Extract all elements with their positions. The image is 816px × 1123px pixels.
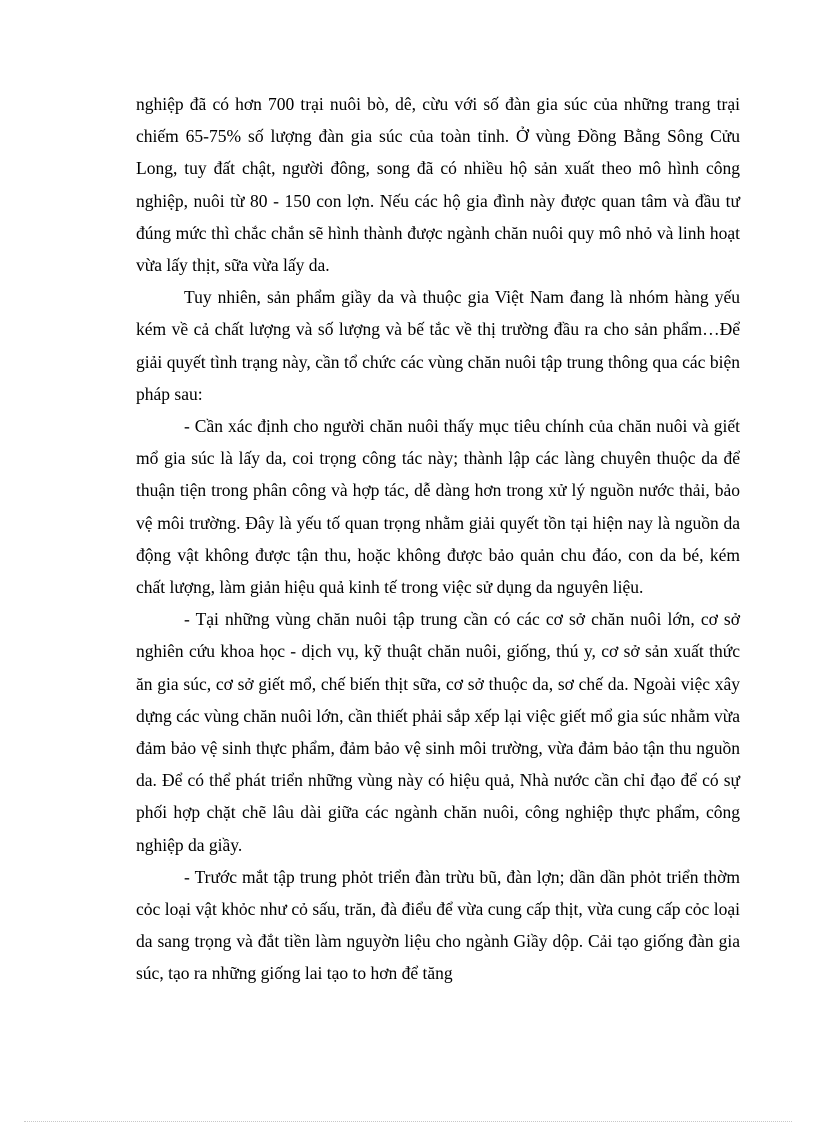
paragraph-2: Tuy nhiên, sản phẩm giầy da và thuộc gia Việt Nam đang là nhóm hàng yếu kém về cả chất lượng và số lượng và bế tắc về thị trường đầu ra cho sản phẩm…Để giải quyết tình trạng này, cần tổ chức các vùng chăn nuôi tập trung thông qua các biện pháp sau: xyxy=(136,287,740,404)
page-bottom-divider xyxy=(24,1121,792,1122)
paragraph-1: nghiệp đã có hơn 700 trại nuôi bò, dê, cừu với số đàn gia súc của những trang trại chiếm 65-75% số lượng đàn gia súc của toàn tỉnh. Ở vùng Đồng Bằng Sông Cửu Long, tuy đất chật, người đông, song đã có nhiều hộ sản xuất theo mô hình công nghiệp, nuôi từ 80 - 150 con lợn. Nếu các hộ gia đình này được quan tâm và đầu tư đúng mức thì chắc chắn sẽ hình thành được ngành chăn nuôi quy mô nhỏ và linh hoạt vừa lấy thịt, sữa vừa lấy da. xyxy=(136,94,740,276)
paragraph-3: - Cần xác định cho người chăn nuôi thấy mục tiêu chính của chăn nuôi và giết mổ gia súc là lấy da, coi trọng công tác này; thành lập các làng chuyên thuộc da để thuận tiện trong phân công và hợp tác, dễ dàng hơn trong xử lý nguồn nước thải, bảo vệ môi trường. Đây là yếu tố quan trọng nhằm giải quyết tồn tại hiện nay là nguồn da động vật không được tận thu, hoặc không được bảo quản chu đáo, con da bé, kém chất lượng, làm giản hiệu quả kinh tế trong việc sử dụng da nguyên liệu. xyxy=(136,416,740,598)
paragraph-4: - Tại những vùng chăn nuôi tập trung cần có các cơ sở chăn nuôi lớn, cơ sở nghiên cứu khoa học - dịch vụ, kỹ thuật chăn nuôi, giống, thú y, cơ sở sản xuất thức ăn gia súc, cơ sở giết mổ, chế biến thịt sữa, cơ sở thuộc da, sơ chế da. Ngoài việc xây dựng các vùng chăn nuôi lớn, cần thiết phải sắp xếp lại việc giết mổ gia súc nhằm vừa đảm bảo vệ sinh thực phẩm, đảm bảo vệ sinh môi trường, vừa đảm bảo tận thu nguồn da. Để có thể phát triển những vùng này có hiệu quả, Nhà nước cần chỉ đạo để có sự phối hợp chặt chẽ lâu dài giữa các ngành chăn nuôi, công nghiệp thực phẩm, công nghiệp da giầy. xyxy=(136,609,740,855)
document-page xyxy=(136,88,740,990)
paragraph-5: - Trước mắt tập trung phỏt triển đàn trừu bũ, đàn lợn; dần dần phỏt triển thờm cỏc loại vật khỏc như cỏ sấu, trăn, đà điểu để vừa cung cấp thịt, vừa cung cấp cỏc loại da sang trọng và đắt tiền làm nguyờn liệu cho ngành Giầy dộp. Cải tạo giống đàn gia súc, tạo ra những giống lai tạo to hơn để tăng xyxy=(136,866,740,984)
